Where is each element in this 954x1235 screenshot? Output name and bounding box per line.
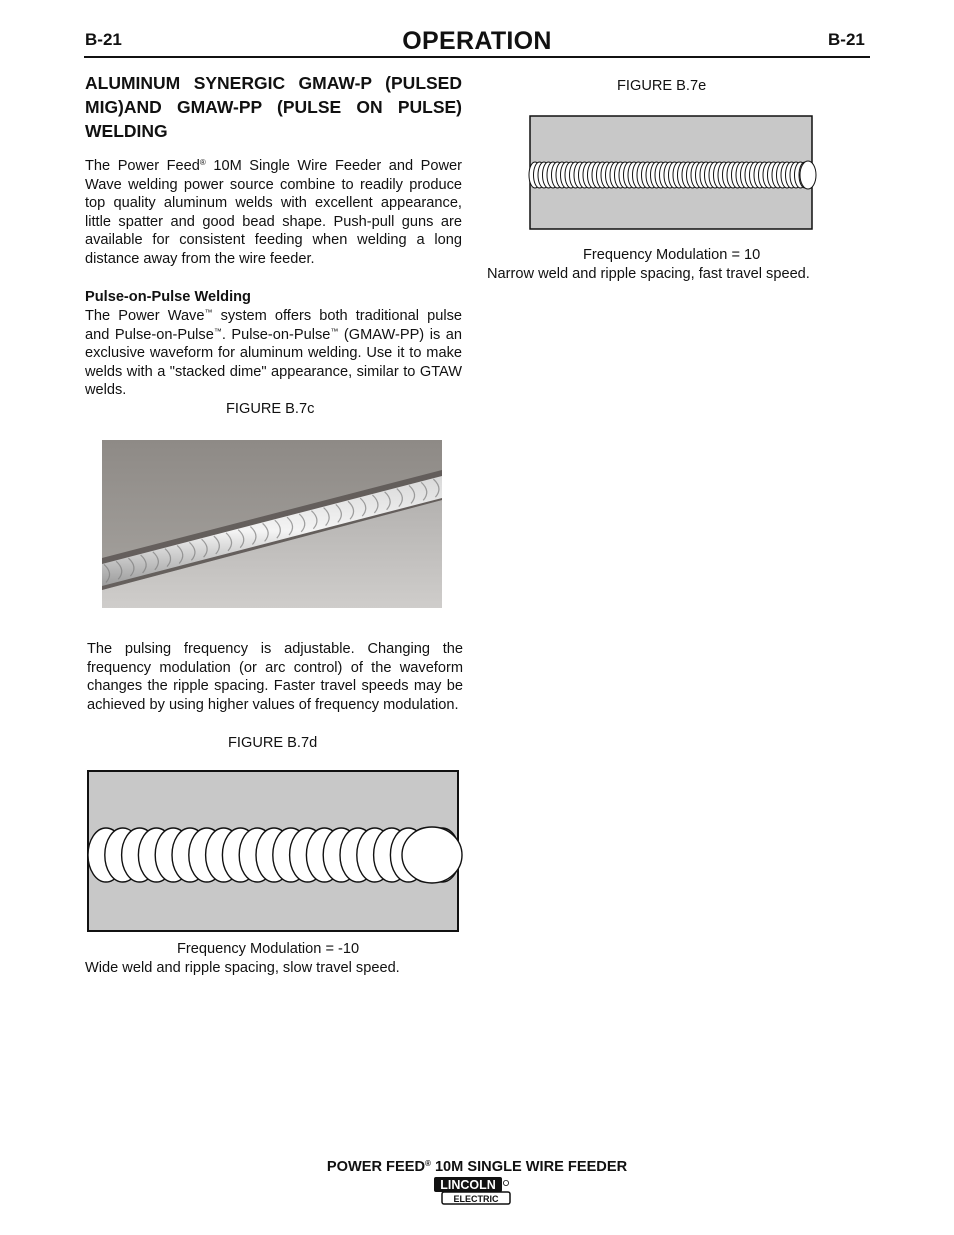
figure-b7e-caption-line2: Narrow weld and ripple spacing, fast travel speed. [487,266,810,282]
figure-b7c-label: FIGURE B.7c [226,401,315,417]
intro-paragraph: The Power Feed® 10M Single Wire Feeder and Power Wave welding power source combine to readily produce top quality aluminum welds with excellent appearance, little spatter and good bead shape. Push-pull guns are available for consistent feeding when welding a long distance away from the wire feeder. [85,158,463,267]
footer-product-name: POWER FEED® 10M SINGLE WIRE FEEDER [326,1159,628,1175]
weld-ripple [800,161,816,189]
pulse-on-pulse-paragraph: The Power Wave™ system offers both traditional pulse and Pulse-on-Pulse™. Pulse-on-Pulse™ (GMAW-PP) is an exclusive waveform for aluminum welding. Use it to make welds with a "stacked dime" appearance, similar to GTAW welds. [85,308,463,399]
section-title: ALUMINUM SYNERGIC GMAW-P (PULSED MIG)AND GMAW-PP (PULSE ON PULSE) WELDING [85,73,462,141]
figure-b7e-caption-line1: Frequency Modulation = 10 [583,247,761,263]
figure-b7d-weld-diagram [86,769,466,935]
page-code-right: B-21 [828,30,865,49]
figure-b7c-weld-photo [102,440,442,608]
figure-b7e-label: FIGURE B.7e [617,78,707,94]
figure-b7e-weld-diagram [527,115,819,231]
figure-b7d-caption-line1: Frequency Modulation = -10 [177,941,360,957]
page-title: OPERATION [402,27,552,55]
figure-b7d-caption-line2: Wide weld and ripple spacing, slow travel speed. [85,960,400,976]
lincoln-electric-logo [433,1176,511,1206]
weld-ripple [402,827,462,883]
pulse-on-pulse-heading: Pulse-on-Pulse Welding [85,289,251,305]
frequency-paragraph: The pulsing frequency is adjustable. Changing the frequency modulation (or arc control) of the waveform changes the ripple spacing. Faster travel speeds may be achieved by using higher values of frequency modulation. [87,641,463,713]
svg-text:LINCOLN: LINCOLN [440,1178,496,1192]
svg-text:ELECTRIC: ELECTRIC [453,1194,499,1204]
page-code-left: B-21 [85,30,122,49]
header-rule [84,56,870,58]
figure-b7d-label: FIGURE B.7d [228,735,318,751]
